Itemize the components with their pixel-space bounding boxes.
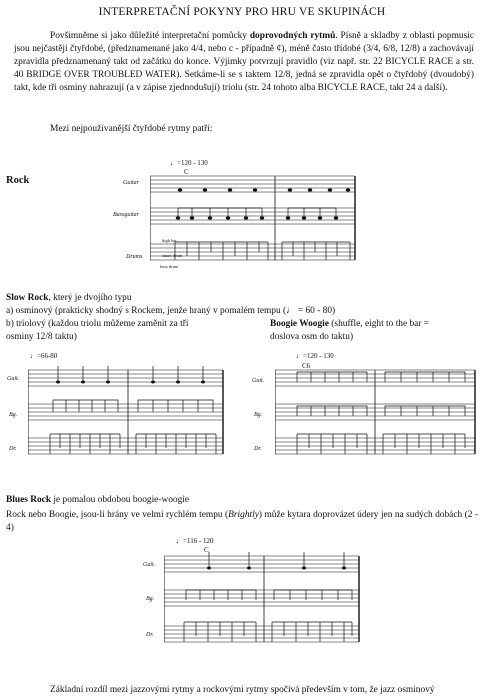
blues-rock-inst-guit: Guit. [143, 562, 156, 568]
intro-line-2: Mezi nejpoužívanější čtyřdobé rytmy patří: [50, 124, 213, 134]
rock-drum-hihat: high hat [162, 238, 177, 243]
page-title: INTERPRETAČNÍ POKYNY PRO HRU VE SKUPINÁCH [98, 6, 386, 18]
rock-inst-drums: Drums [126, 254, 143, 260]
boogie-label: Boogie Woogie [270, 319, 329, 329]
blues-rock-score [164, 548, 364, 656]
blues-rock-inst-bg: Bg. [146, 596, 155, 602]
blues-rock-description [6, 509, 478, 535]
blues-rock-desc-italic: Brightly [228, 510, 259, 520]
rock-drum-staff [150, 244, 355, 260]
slow-rock-label: Slow Rock [6, 293, 49, 303]
rock-inst-guitar: Guitar [123, 180, 140, 186]
blues-rock-chord: C [204, 546, 209, 554]
boogie-inst-dr: Dr. [254, 446, 262, 452]
rock-score [150, 168, 360, 280]
boogie-inst-guit: Guit. [252, 378, 265, 384]
rock-inst-bass: Bassguitar [113, 212, 140, 218]
boogie-chord: C6 [302, 362, 311, 370]
rock-bass-staff [150, 208, 355, 224]
blues-rock-tempo: ♩=116 - 120 [176, 537, 214, 545]
boogie-inst-bg: Bg. [254, 412, 263, 418]
intro-paragraph [14, 30, 474, 95]
slow-rock-line-a: a) osminový (prakticky shodný s Rockem, jenže hraný v pomalém tempu (♩ = 60 - 80) [6, 306, 336, 316]
rock-time-sig-c: C [184, 168, 189, 176]
blues-rock-inst-dr: Dr. [146, 632, 154, 638]
boogie-tempo: ♩=120 - 130 [296, 352, 334, 360]
intro-text-a: Povšimněme si jako důležité interpretační pomůcky [50, 31, 250, 41]
rock-drum-snare: snare drum [162, 253, 183, 258]
slow-rock-score [28, 362, 228, 467]
rock-label: Rock [6, 175, 30, 186]
blues-rock-label: Blues Rock [6, 495, 52, 505]
slow-rock-inst-guit: Guit. [7, 376, 20, 382]
blues-rock-desc-a: Rock nebo Boogie, jsou-li hrány ve velmi rychlém tempu ( [6, 510, 229, 520]
slow-rock-tempo: ♩=66-80 [30, 352, 58, 360]
intro-text-b: . Písně a skladby z oblasti popmusic jsou nejčastěji čtyřdobé, (předznamenané jako 4/4, nebo c - případně ¢), méně často třídobé (3/4, 6/8, 12/8) a zachovávají zpravidla předznamenaný takt od začátku do konce. Výjimky potvrzují pravidlo (viz např. str. 22 BICYCLE RACE a str. 40 BRIDGE OVER TROUBLED WATER). Setkáme-li se s taktem 12/8, jedná se zpravidla opět o čtyřdobý (dvoudobý) takt, kde tři osminy nahrazují (a v zápise zjednodušují) triolu (str. 24 tohoto alba BICYCLE RACE, takt 24 a další). [14, 31, 474, 93]
blues-rock-label-rest: je pomalou obdobou boogie-woogie [51, 495, 190, 505]
slow-rock-inst-dr: Dr. [9, 446, 17, 452]
slow-rock-heading [6, 292, 132, 305]
blues-rock-heading [6, 494, 189, 507]
boogie-score [275, 362, 480, 467]
rock-tempo: ♩=120 - 130 [170, 159, 208, 167]
intro-bold: doprovodných rytmů [249, 31, 336, 41]
footer-text: Základní rozdíl mezi jazzovými rytmy a rockovými rytmy spočívá především v tom, že jazz osminový [50, 685, 435, 695]
slow-rock-label-rest: , který je dvojího typu [48, 293, 132, 303]
boogie-label-rest: (shuffle, eight to the bar = [328, 319, 430, 329]
boogie-heading [270, 318, 429, 331]
rock-drum-bass: bass drum [160, 264, 179, 269]
slow-rock-line-b1: b) triolový (každou triolu můžeme zaměnit za tři [6, 319, 189, 329]
boogie-line2: doslova osm do taktu) [270, 332, 354, 342]
slow-rock-inst-bg: Bg. [9, 412, 18, 418]
blues-rock-desc-b: ) může kytara doprovázet údery jen na sudých dobách (2 - 4) [6, 510, 478, 533]
slow-rock-line-b2: osminy 12/8 taktu) [6, 332, 77, 342]
